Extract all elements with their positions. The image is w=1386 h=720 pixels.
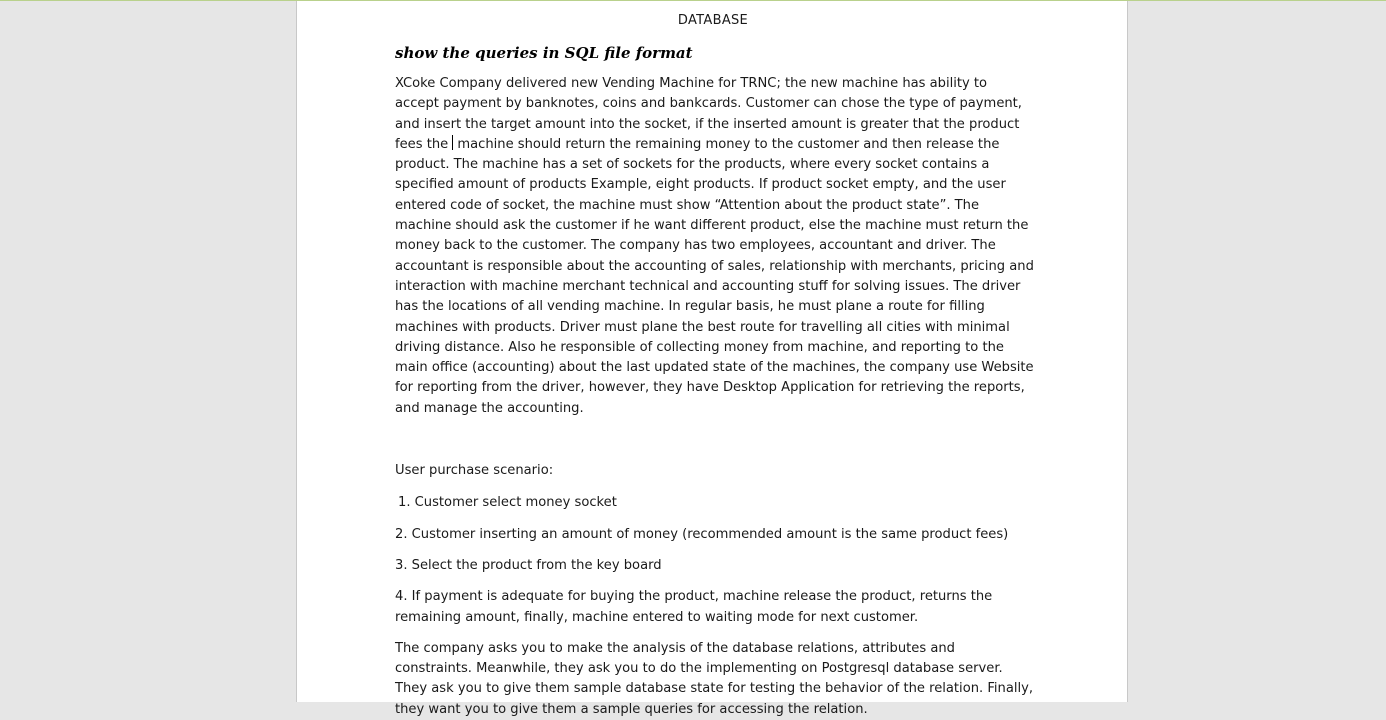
closing-paragraph: The company asks you to make the analysis of the database relations, attributes and constraints. Meanwhile, they ask you to do the implementing on Postgresql database server. They ask you to give them sample database state for testing the behavior of the relation. Finally, they want you to give them a sample queries for accessing the relation. — [395, 640, 1034, 717]
description-text-part1: XCoke Company delivered new Vending Machine for TRNC; the new machine has ability to accept payment by banknotes, coins and bankcards. Customer can chose the type of payment, and insert the target amount into the socket, if the inserted amount is greater that the product fees the — [395, 76, 1022, 152]
scenario-step: 4. If payment is adequate for buying the product, machine release the product, returns the remaining amount, finally, machine entered to waiting mode for next customer. — [395, 589, 993, 625]
document-body[interactable] — [395, 43, 1035, 720]
text-cursor — [452, 135, 453, 150]
page-header: DATABASE — [677, 13, 749, 28]
scenario-step: 3. Select the product from the key board — [395, 557, 662, 573]
document-heading: show the queries in SQL file format — [395, 44, 693, 62]
blank-line — [395, 419, 1035, 461]
document-page[interactable] — [296, 1, 1128, 717]
description-text-part2: machine should return the remaining money to the customer and then release the product. The machine has a set of sockets for the products, where every socket contains a specified amount of products Example, eight products. If product socket empty, and the user entered code of socket, the machine must show “Attention about the product state”. The machine should ask the customer if he want different product, else the machine must return the money back to the customer. The company has two employees, accountant and driver. The accountant is responsible about the accounting of sales, relationship with merchants, pricing and interaction with machine merchant technical and accounting stuff for solving issues. The driver has the locations of all vending machine. In regular basis, he must plane a route for filling machines with products. Driver must plane the best route for travelling all cities with minimal driving distance. Also he responsible of collecting money from machine, and reporting to the main office (accounting) about the last updated state of the machines, the company use Website for reporting from the driver, however, they have Desktop Application for retrieving the reports, and manage the accounting. — [395, 136, 1034, 416]
scenario-step: 2. Customer inserting an amount of money (recommended amount is the same product fees) — [395, 526, 1009, 542]
scenario-title: User purchase scenario: — [395, 463, 554, 479]
description-paragraph — [395, 74, 1035, 419]
scenario-step: 1. Customer select money socket — [398, 495, 617, 511]
